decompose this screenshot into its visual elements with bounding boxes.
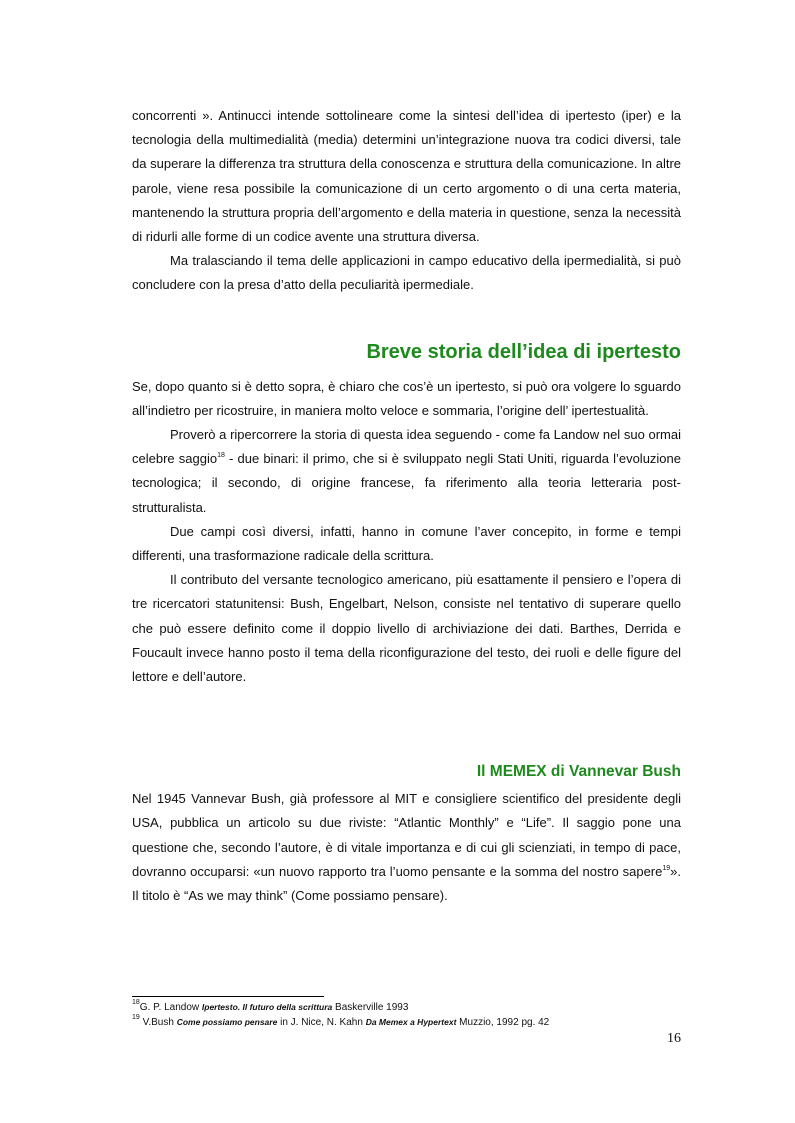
paragraph-landow-text-a: Proverò a ripercorrere la storia di questa idea seguendo - come fa Landow nel suo ormai celebre saggio (132, 427, 681, 467)
paragraph-antinucci: concorrenti ». Antinucci intende sottolineare come la sintesi dell’idea di ipertesto (iper) e la tecnologia della multimedialità (media) determini un’integrazione nuova tra codici diversi, tale da superare la differenza tra struttura della conoscenza e struttura della comunicazione. In altre parole, viene resa possibile la comunicazione di un certo argomento o di una certa materia, mantenendo la struttura propria dell’argomento e della materia in questione, senza la necessità di ridurli alle forme di un codice avente una struttura diversa. (132, 108, 681, 245)
footnote-19 (132, 1015, 681, 1030)
paragraph-ipermedialita: Ma tralasciando il tema delle applicazioni in campo educativo della ipermedialità, si può concludere con la presa d’atto della peculiarità ipermediale. (132, 253, 681, 293)
paragraph-landow (132, 423, 681, 520)
footnotes (132, 996, 681, 1030)
footnote-19-publisher: Muzzio, 1992 pg. 42 (456, 1017, 550, 1028)
section-heading-breve-storia: Breve storia dell’idea di ipertesto (366, 340, 681, 363)
section-heading-memex: Il MEMEX di Vannevar Bush (476, 763, 681, 781)
footnote-19-number: 19 (132, 1014, 140, 1021)
page-number: 16 (667, 1031, 681, 1046)
footnote-19-editors: in J. Nice, N. Kahn (277, 1017, 366, 1028)
paragraph-contributo: Il contributo del versante tecnologico americano, più esattamente il pensiero e l’opera di tre ricercatori statunitensi: Bush, Engelbart, Nelson, consiste nel tentativo di superare quello che può essere definito come il doppio livello di archiviazione dei dati. Barthes, Derrida e Foucault invece hanno posto il tema della riconfigurazione del testo, dei ruoli e delle figure del lettore e dell’autore. (132, 572, 681, 685)
footnote-ref-19: 19 (662, 864, 671, 872)
footnote-18 (132, 1000, 681, 1015)
footnote-19-title: Come possiamo pensare (176, 1017, 278, 1027)
paragraph-intro-storia: Se, dopo quanto si è detto sopra, è chiaro che cos’è un ipertesto, si può ora volgere lo sguardo all’indietro per ricostruire, in maniera molto veloce e sommaria, l’origine dell’ ipertestualità. (132, 378, 681, 418)
footnote-18-author: G. P. Landow (139, 1002, 202, 1013)
footnote-ref-18: 18 (217, 452, 225, 460)
footnote-18-publisher: Baskerville 1993 (332, 1002, 409, 1013)
paragraph-bush-text-b: ». Il titolo è “As we may think” (Come possiamo pensare). (132, 863, 681, 904)
footnote-18-number: 18 (132, 999, 140, 1006)
footnote-19-book-title: Da Memex a Hypertext (365, 1017, 457, 1027)
paragraph-due-campi: Due campi così diversi, infatti, hanno in comune l’aver concepito, in forme e tempi differenti, una trasformazione radicale della scrittura. (132, 523, 681, 564)
footnote-divider (132, 996, 324, 997)
paragraph-bush (132, 787, 681, 908)
footnote-18-title: Ipertesto. Il futuro della scrittura (201, 1002, 333, 1012)
paragraph-bush-text-a: Nel 1945 Vannevar Bush, già professore al MIT e consigliere scientifico del presidente degli USA, pubblica un articolo su due riviste: “Atlantic Monthly” e “Life”. Il saggio pone una questione che, secondo l’autore, è di vitale importanza e di cui gli scienziati, in tempo di pace, dovranno occuparsi: «un nuovo rapporto tra l’uomo pensante e la somma del nostro sapere (132, 791, 681, 879)
footnote-19-author: V.Bush (139, 1017, 177, 1028)
paragraph-landow-text-b: - due binari: il primo, che si è sviluppato negli Stati Uniti, riguarda l’evoluzione tecnologica; il secondo, di origine francese, fa riferimento alla teoria letteraria post-strutturalista. (132, 451, 681, 515)
page-content (132, 104, 681, 908)
